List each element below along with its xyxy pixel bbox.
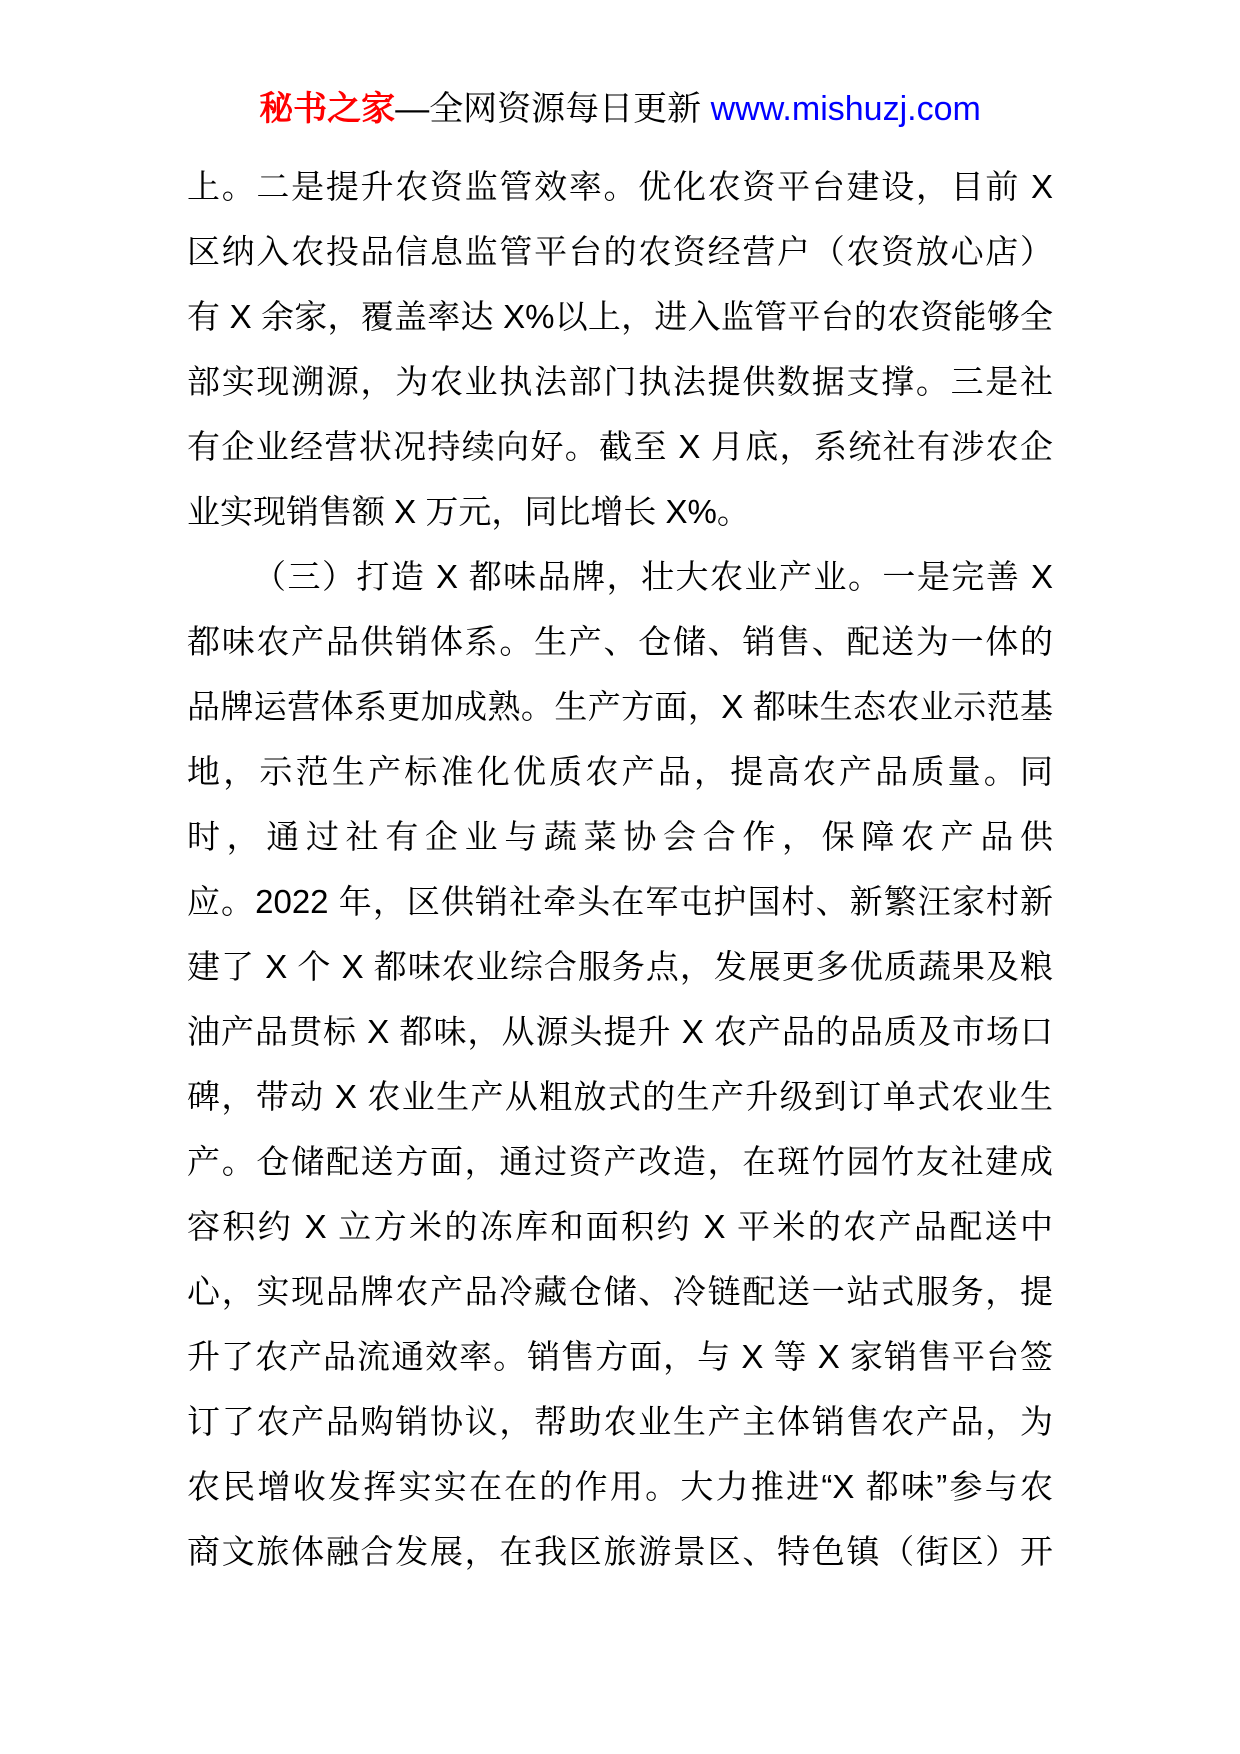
- text-line: 升了农产品流通效率。销售方面，与 X 等 X 家销售平台签: [187, 1338, 1053, 1375]
- document-body: [187, 154, 1053, 1584]
- text-line: 碑，带动 X 农业生产从粗放式的生产升级到订单式农业生: [187, 1078, 1053, 1115]
- text-line: 时，通过社有企业与蔬菜协会合作，保障农产品供: [187, 818, 1053, 855]
- text-line: 订了农产品购销协议，帮助农业生产主体销售农产品，为: [187, 1403, 1053, 1440]
- text-line: 区纳入农投品信息监管平台的农资经营户（农资放心店）: [187, 233, 1053, 270]
- text-line: 有企业经营状况持续向好。截至 X 月底，系统社有涉农企: [187, 428, 1053, 465]
- text-line: 农民增收发挥实实在在的作用。大力推进“X 都味”参与农: [187, 1468, 1053, 1505]
- page-header: [0, 0, 1240, 134]
- text-line: （三）打造 X 都味品牌，壮大农业产业。一是完善 X: [253, 558, 1053, 595]
- text-line: 有 X 余家，覆盖率达 X%以上，进入监管平台的农资能够全: [187, 298, 1053, 335]
- text-line: 部实现溯源，为农业执法部门执法提供数据支撑。三是社: [187, 363, 1053, 400]
- paragraph: [187, 154, 1053, 544]
- text-line: 都味农产品供销体系。生产、仓储、销售、配送为一体的: [187, 623, 1053, 660]
- header-tagline: —全网资源每日更新: [395, 90, 711, 128]
- text-line: 建了 X 个 X 都味农业综合服务点，发展更多优质蔬果及粮: [187, 948, 1053, 985]
- text-line: 地，示范生产标准化优质农产品，提高农产品质量。同: [187, 753, 1053, 790]
- text-line: 品牌运营体系更加成熟。生产方面，X 都味生态农业示范基: [187, 688, 1053, 725]
- text-line: 业实现销售额 X 万元，同比增长 X%。: [187, 493, 750, 530]
- text-line: 商文旅体融合发展，在我区旅游景区、特色镇（街区）开: [187, 1533, 1053, 1570]
- paragraph: [187, 544, 1053, 1584]
- text-line: 上。二是提升农资监管效率。优化农资平台建设，目前 X: [187, 168, 1053, 205]
- text-line: 油产品贯标 X 都味，从源头提升 X 农产品的品质及市场口: [187, 1013, 1053, 1050]
- site-name: 秘书之家: [259, 90, 396, 128]
- text-line: 产。仓储配送方面，通过资产改造，在斑竹园竹友社建成: [187, 1143, 1053, 1180]
- text-line: 应。2022 年，区供销社牵头在军屯护国村、新繁汪家村新: [187, 883, 1053, 920]
- site-url-link[interactable]: www.mishuzj.com: [710, 90, 981, 128]
- text-line: 心，实现品牌农产品冷藏仓储、冷链配送一站式服务，提: [187, 1273, 1053, 1310]
- text-line: 容积约 X 立方米的冻库和面积约 X 平米的农产品配送中: [187, 1208, 1053, 1245]
